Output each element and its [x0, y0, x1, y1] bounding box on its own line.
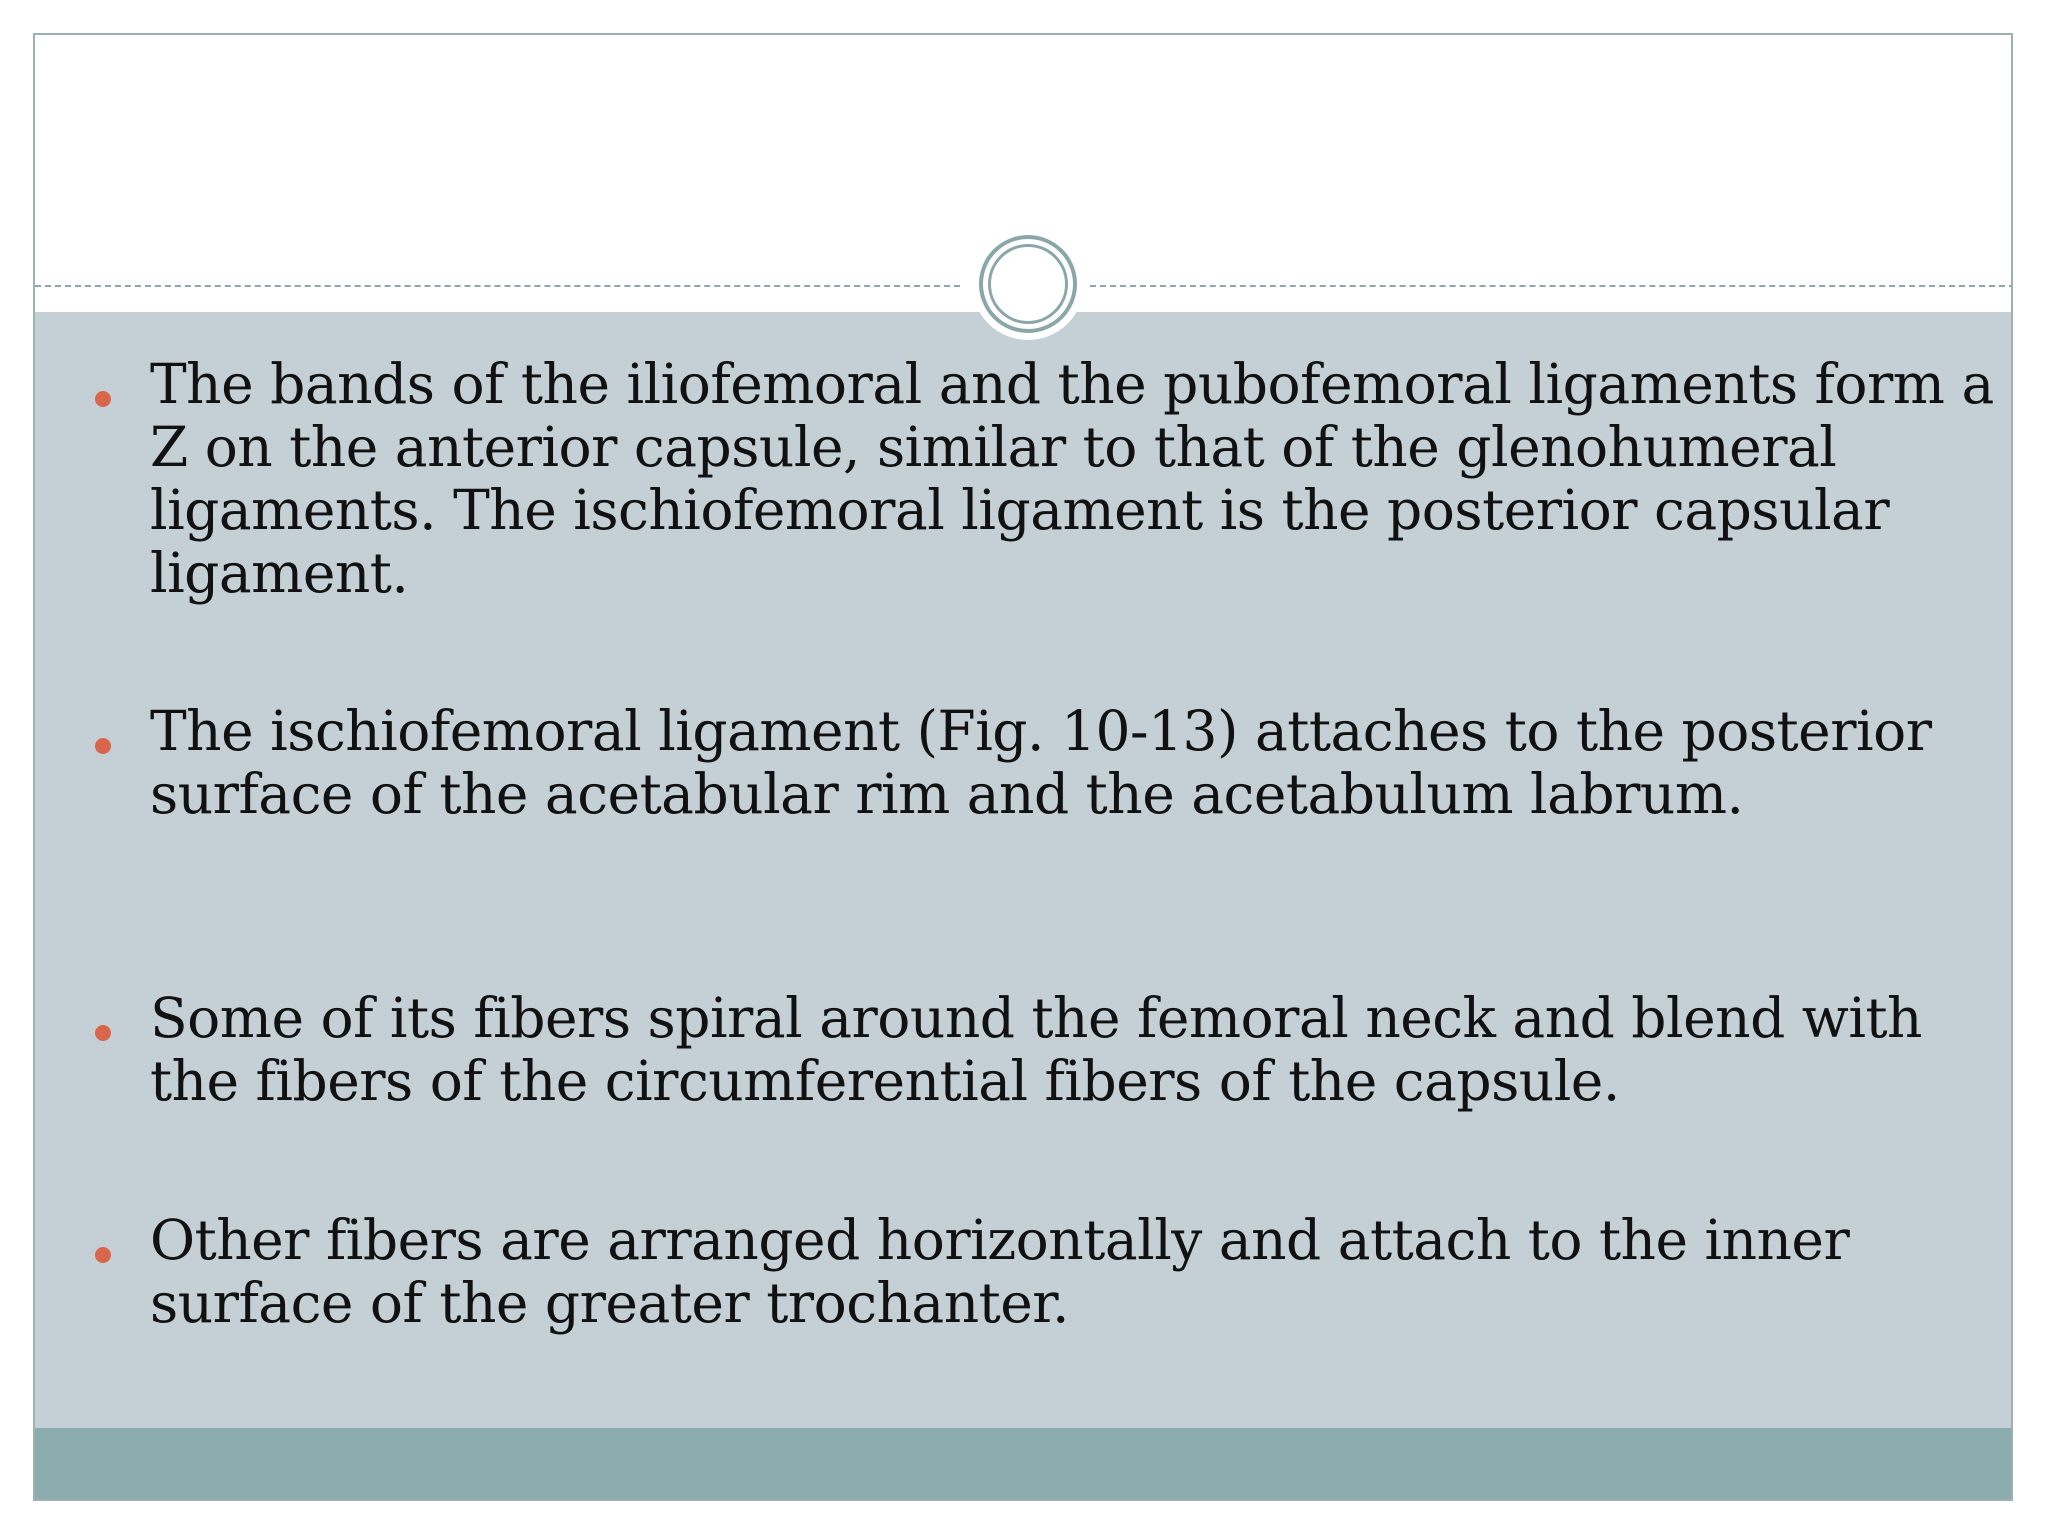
header-divider-left	[35, 285, 960, 287]
bullet-dot-icon	[95, 738, 111, 754]
circle-ring-icon	[972, 228, 1084, 340]
footer-bar	[35, 1428, 2011, 1499]
bullet-text: The bands of the iliofemoral and the pubofemoral ligaments form a Z on the anterior capsule, similar to that of the glenohumeral ligaments. The ischiofemoral ligament is the posterior capsular ligament.	[150, 352, 1994, 605]
bullet-text: The ischiofemoral ligament (Fig. 10-13) attaches to the posterior surface of the acetabular rim and the acetabulum labrum.	[150, 699, 1932, 826]
bullet-dot-icon	[95, 1247, 111, 1263]
header-divider-right	[1090, 285, 2013, 287]
bullet-text: Some of its fibers spiral around the femoral neck and blend with the fibers of the circumferential fibers of the capsule.	[150, 986, 1922, 1113]
bullet-text: Other fibers are arranged horizontally and attach to the inner surface of the greater trochanter.	[150, 1208, 1850, 1335]
inner-ring	[988, 244, 1068, 324]
bullet-dot-icon	[95, 391, 111, 407]
bullet-dot-icon	[95, 1025, 111, 1041]
slide	[33, 33, 2013, 1501]
